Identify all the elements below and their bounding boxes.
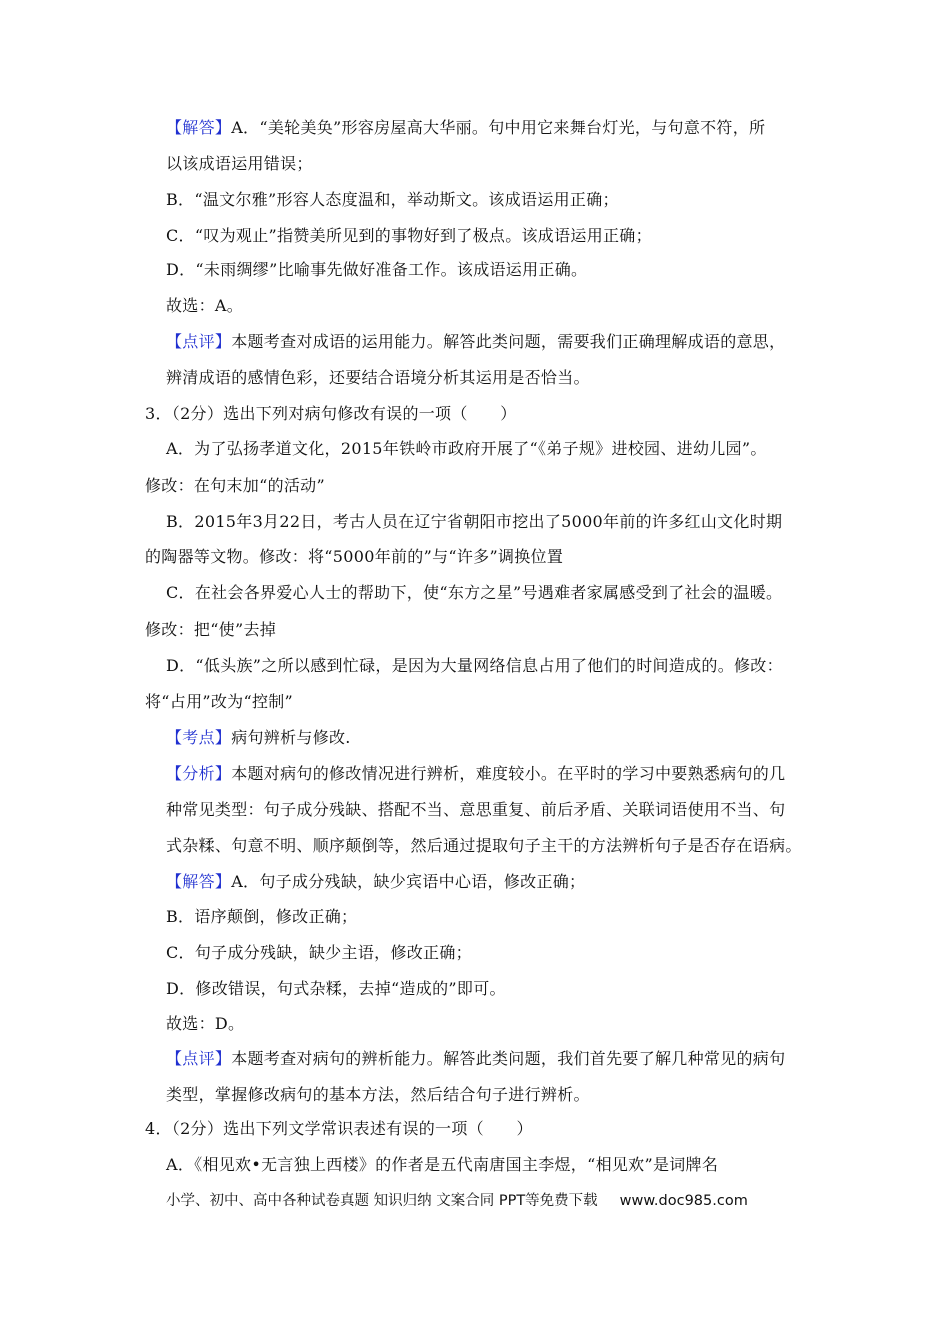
q3-analysis-line1 [166,762,785,786]
q2-review-line2: 辨清成语的感情色彩，还要结合语境分析其运用是否恰当。 [166,368,590,387]
q3-option-a-line2: 修改：在句末加“的活动” [145,476,325,495]
answer-tag: 【解答】 [166,118,232,137]
q3-review-line2: 类型，掌握修改病句的基本方法，然后结合句子进行辨析。 [166,1085,590,1104]
q2-answer-b: B．“温文尔雅”形容人态度温和，举动斯文。该成语运用正确； [166,190,619,209]
q3-point [166,726,351,750]
page-footer [166,1190,748,1212]
review-text: 本题考查对成语的运用能力。解答此类问题，需要我们正确理解成语的意思， [231,332,786,351]
q2-answer-a-line2: 以该成语运用错误； [166,154,313,173]
q3-choice: 故选：D。 [166,1014,245,1033]
q3-answer-d: D．修改错误，句式杂糅，去掉“造成的”即可。 [166,979,506,998]
q3-answer-c: C．句子成分残缺，缺少主语，修改正确； [166,943,472,962]
q4-option-a: A．《相见欢•无言独上西楼》的作者是五代南唐国主李煜，“相见欢”是词牌名 [166,1155,719,1174]
q4-stem: 4．（2分）选出下列文学常识表述有误的一项（ ） [145,1119,533,1138]
q2-answer-d: D．“未雨绸缪”比喻事先做好准备工作。该成语运用正确。 [166,260,588,279]
q3-analysis-line3: 式杂糅、句意不明、顺序颠倒等，然后通过提取句子主干的方法辨析句子是否存在语病。 [166,836,802,855]
q3-option-c-line2: 修改：把“使”去掉 [145,620,277,639]
point-tag: 【考点】 [166,728,232,747]
q3-option-d-line1: D．“低头族”之所以感到忙碌，是因为大量网络信息占用了他们的时间造成的。修改： [166,656,783,675]
q2-answer-c: C．“叹为观止”指赞美所见到的事物好到了极点。该成语运用正确； [166,226,652,245]
analysis-tag: 【分析】 [166,764,232,783]
q2-choice: 故选：A。 [166,296,244,315]
q3-stem: 3．（2分）选出下列对病句修改有误的一项（ ） [145,404,517,423]
q3-option-b-line1: B．2015年3月22日，考古人员在辽宁省朝阳市挖出了5000年前的许多红山文化时期 [166,512,783,531]
answer-tag: 【解答】 [166,872,232,891]
q2-review-line1 [166,330,785,354]
q3-review-line1 [166,1047,785,1071]
review-tag: 【点评】 [166,332,232,351]
footer-link[interactable]: www.doc985.com [619,1193,748,1209]
review-text: 本题考查对病句的辨析能力。解答此类问题，我们首先要了解几种常见的病句 [231,1049,786,1068]
q3-answer-a [166,870,585,894]
q3-option-d-line2: 将“占用”改为“控制” [145,692,294,711]
q3-answer-b: B．语序颠倒，修改正确； [166,907,358,926]
q3-option-b-line2: 的陶器等文物。修改：将“5000年前的”与“许多”调换位置 [145,547,564,566]
q3-analysis-line2: 种常见类型：句子成分残缺、搭配不当、意思重复、前后矛盾、关联词语使用不当、句 [166,800,786,819]
point-text: 病句辨析与修改. [231,728,351,747]
answer-text: A．“美轮美奂”形容房屋高大华丽。句中用它来舞台灯光，与句意不符，所 [231,118,766,137]
analysis-text: 本题对病句的修改情况进行辨析，难度较小。在平时的学习中要熟悉病句的几 [231,764,786,783]
q3-option-a-line1: A．为了弘扬孝道文化，2015年铁岭市政府开展了“《弟子规》进校园、进幼儿园”。 [166,439,767,458]
q2-answer-a-line1 [166,116,765,140]
q3-option-c-line1: C．在社会各界爱心人士的帮助下，使“东方之星”号遇难者家属感受到了社会的温暖。 [166,583,783,602]
footer-text: 小学、初中、高中各种试卷真题 知识归纳 文案合同 PPT等免费下载 [166,1193,598,1209]
review-tag: 【点评】 [166,1049,232,1068]
answer-text: A．句子成分残缺，缺少宾语中心语，修改正确； [231,872,586,891]
